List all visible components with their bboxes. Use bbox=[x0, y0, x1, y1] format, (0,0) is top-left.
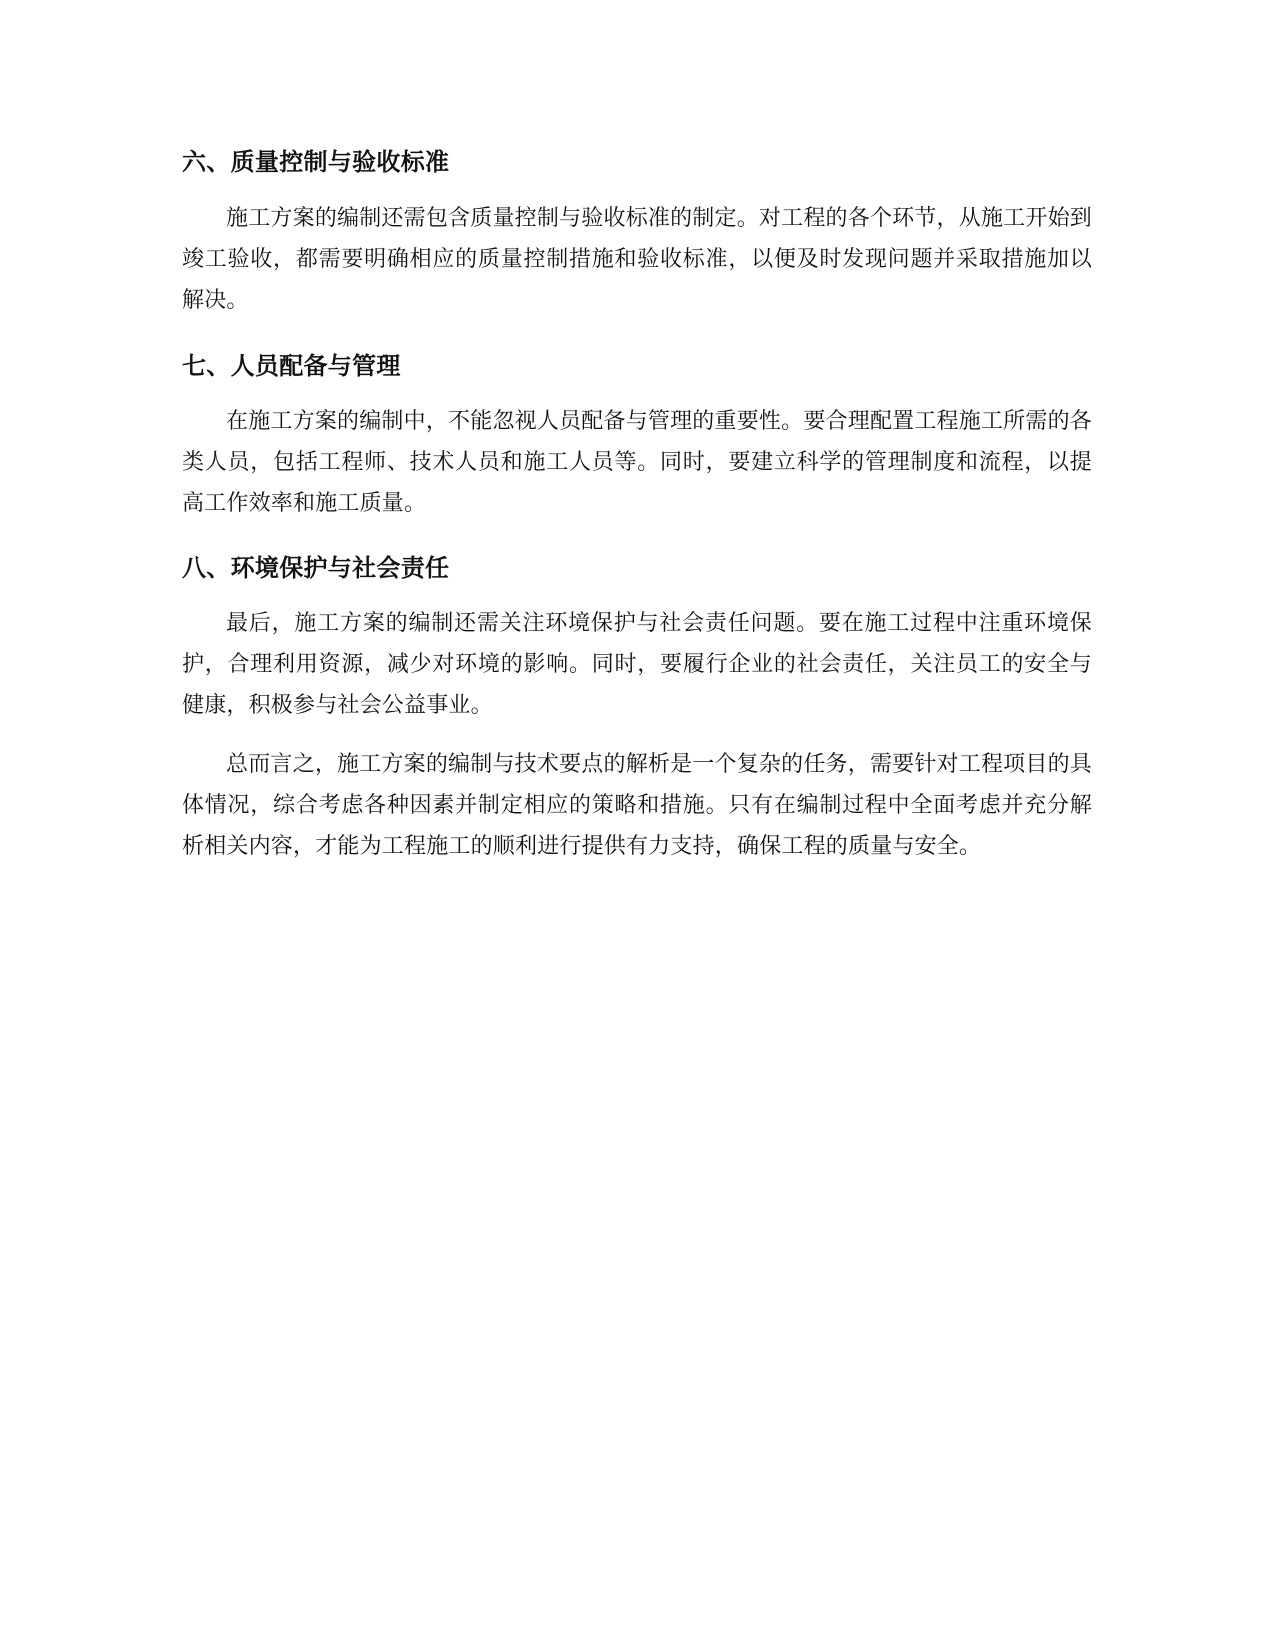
section-heading-staffing: 七、人员配备与管理 bbox=[182, 352, 401, 380]
section-paragraph-environment: 最后，施工方案的编制还需关注环境保护与社会责任问题。要在施工过程中注重环境保护，合理利用资源，减少对环境的影响。同时，要履行企业的社会责任，关注员工的安全与健康，积极参与社会公益事业。 bbox=[182, 611, 1092, 718]
document-body bbox=[182, 145, 1092, 867]
section-heading-quality-control: 六、质量控制与验收标准 bbox=[182, 148, 450, 176]
conclusion-paragraph: 总而言之，施工方案的编制与技术要点的解析是一个复杂的任务，需要针对工程项目的具体情况，综合考虑各种因素并制定相应的策略和措施。只有在编制过程中全面考虑并充分解析相关内容，才能为工程施工的顺利进行提供有力支持，确保工程的质量与安全。 bbox=[182, 752, 1092, 859]
section-paragraph-quality-control: 施工方案的编制还需包含质量控制与验收标准的制定。对工程的各个环节，从施工开始到竣工验收，都需要明确相应的质量控制措施和验收标准，以便及时发现问题并采取措施加以解决。 bbox=[182, 206, 1092, 313]
section-paragraph-staffing: 在施工方案的编制中，不能忽视人员配备与管理的重要性。要合理配置工程施工所需的各类人员，包括工程师、技术人员和施工人员等。同时，要建立科学的管理制度和流程，以提高工作效率和施工质量。 bbox=[182, 409, 1092, 516]
section-heading-environment: 八、环境保护与社会责任 bbox=[182, 554, 450, 582]
